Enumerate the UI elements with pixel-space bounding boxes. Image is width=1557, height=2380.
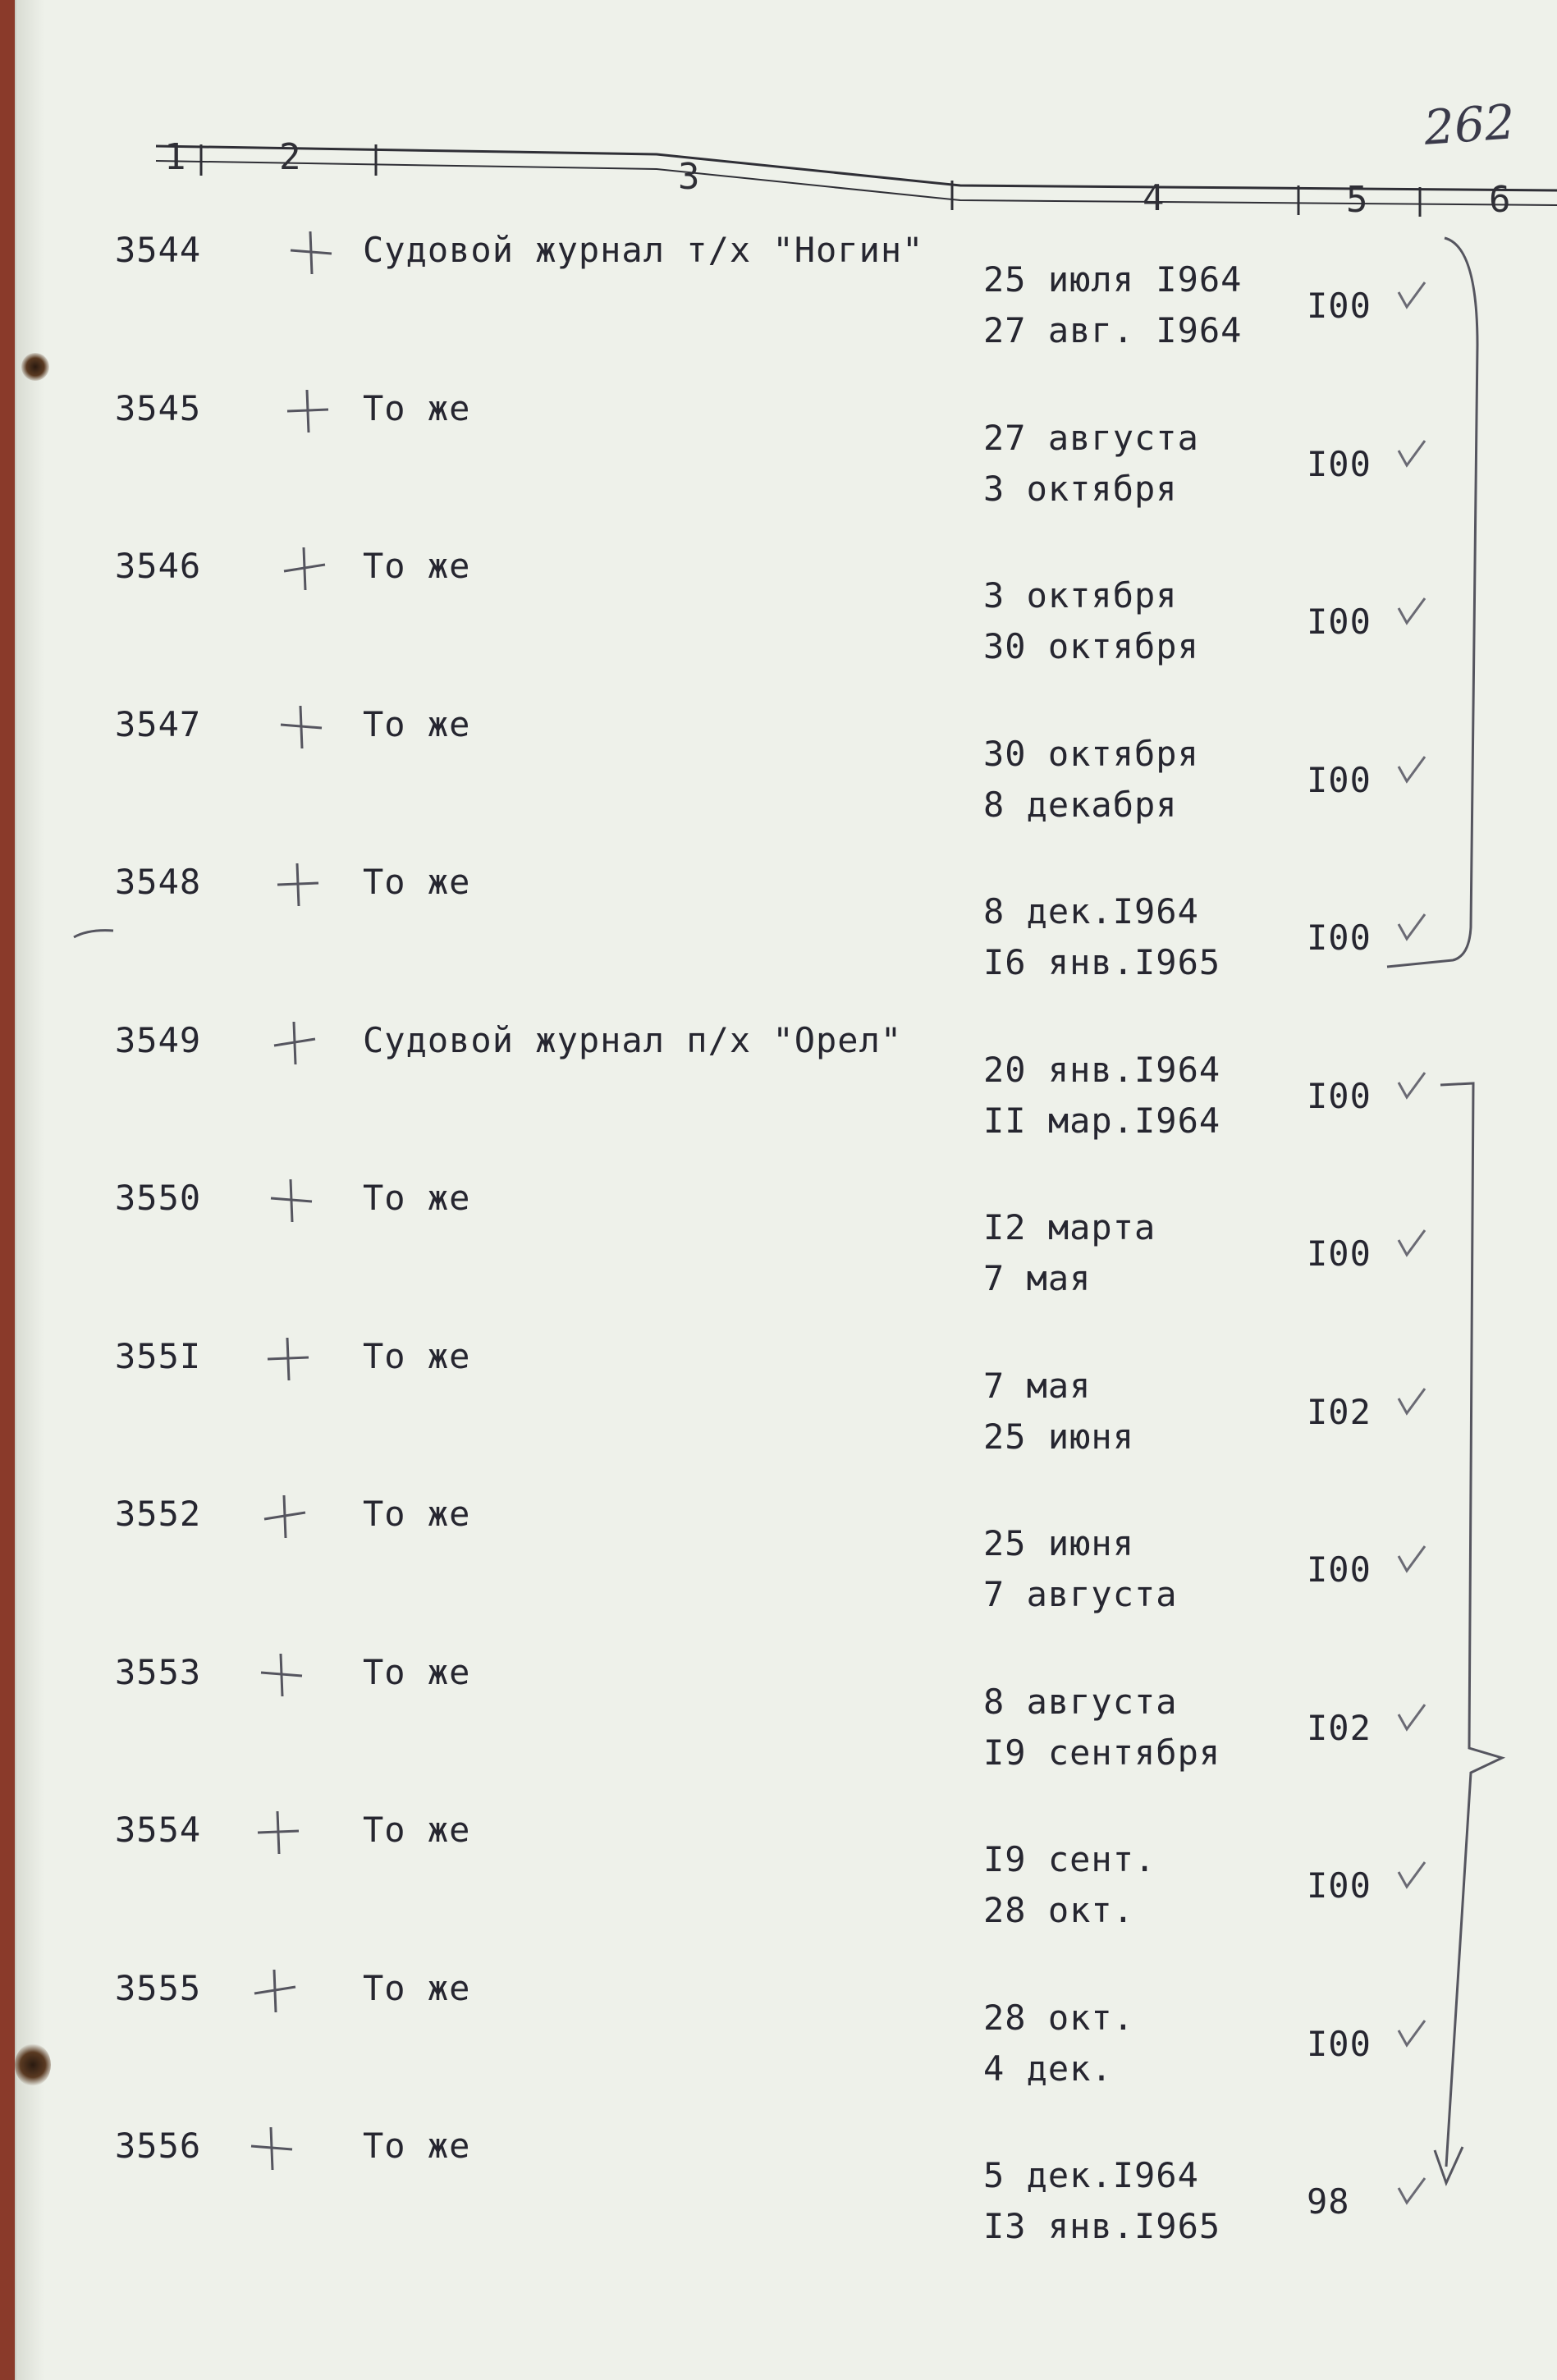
entry-page-count: I00 [1307,1549,1372,1590]
entry-number: 3553 [115,1651,202,1692]
entry-page-count: I00 [1307,918,1372,958]
entry-title: То же [363,546,471,586]
entry-number: 3548 [115,862,202,902]
entry-date-end: 30 октября [983,626,1199,666]
entry-date-end: 25 июня [983,1416,1135,1457]
entry-number: 3550 [115,1178,202,1218]
entry-page-count: I00 [1307,286,1372,326]
entry-date-start: 5 дек.I964 [983,2155,1199,2195]
entry-date-start: 3 октября [983,575,1178,616]
entry-date-start: 25 июня [983,1523,1135,1563]
column-header-1: 1 [164,136,186,178]
entry-date-start: 8 августа [983,1681,1178,1722]
entry-page-count: I02 [1307,1707,1372,1748]
entry-date-end: I3 янв.I965 [983,2206,1221,2246]
entry-title: То же [363,1810,471,1850]
entry-date-start: 20 янв.I964 [983,1049,1221,1090]
entry-title: То же [363,1178,471,1218]
entry-number: 3555 [115,1967,202,2008]
entry-number: 3552 [115,1494,202,1534]
entry-page-count: I00 [1307,1075,1372,1116]
entry-date-start: 8 дек.I964 [983,891,1199,931]
entry-page-count: I00 [1307,443,1372,484]
entry-number: 3544 [115,230,202,270]
entry-title: Судовой журнал т/х "Ногин" [363,230,924,270]
entry-number: 3546 [115,546,202,586]
entry-title: То же [363,862,471,902]
entry-title: То же [363,1651,471,1692]
entry-page-count: I02 [1307,1391,1372,1432]
entry-number: 355I [115,1335,202,1376]
entry-date-end: 28 окт. [983,1890,1135,1930]
entry-number: 3547 [115,703,202,744]
entry-title: Судовой журнал п/х "Орел" [363,1019,903,1060]
entry-date-end: 27 авг. I964 [983,310,1243,350]
entry-date-start: 25 июля I964 [983,259,1243,300]
entry-date-start: 28 окт. [983,1997,1135,2038]
column-header-5: 5 [1346,179,1368,221]
entry-date-end: 7 августа [983,1574,1178,1614]
entry-date-start: I2 марта [983,1207,1156,1247]
column-header-3: 3 [678,156,700,198]
entry-date-start: 27 августа [983,417,1199,458]
column-header-4: 4 [1143,177,1165,219]
entry-date-end: 4 дек. [983,2048,1113,2089]
entry-title: То же [363,387,471,428]
entry-title: То же [363,1967,471,2008]
page-number: 262 [1422,94,1517,156]
entry-date-start: 7 мая [983,1365,1092,1406]
entry-title: То же [363,1335,471,1376]
entry-date-start: 30 октября [983,733,1199,774]
column-header-2: 2 [279,136,301,178]
entry-date-end: 8 декабря [983,784,1178,825]
entry-page-count: I00 [1307,1865,1372,1906]
margin-pencil-mark [72,926,115,942]
entry-number: 3554 [115,1810,202,1850]
entry-date-end: I6 янв.I965 [983,942,1221,982]
entry-page-count: I00 [1307,1233,1372,1274]
entry-title: То же [363,1494,471,1534]
entry-number: 3549 [115,1019,202,1060]
entry-page-count: 98 [1307,2181,1350,2222]
entry-number: 3556 [115,2126,202,2166]
column-header-6: 6 [1489,179,1511,221]
entry-page-count: I00 [1307,759,1372,800]
entry-date-start: I9 сент. [983,1839,1156,1879]
entry-page-count: I00 [1307,602,1372,642]
entry-number: 3545 [115,387,202,428]
entry-date-end: 3 октября [983,468,1178,509]
entry-title: То же [363,703,471,744]
entry-date-end: 7 мая [983,1258,1092,1298]
entry-page-count: I00 [1307,2023,1372,2064]
entry-title: То же [363,2126,471,2166]
entry-date-end: II мар.I964 [983,1100,1221,1141]
entry-date-end: I9 сентября [983,1732,1221,1773]
